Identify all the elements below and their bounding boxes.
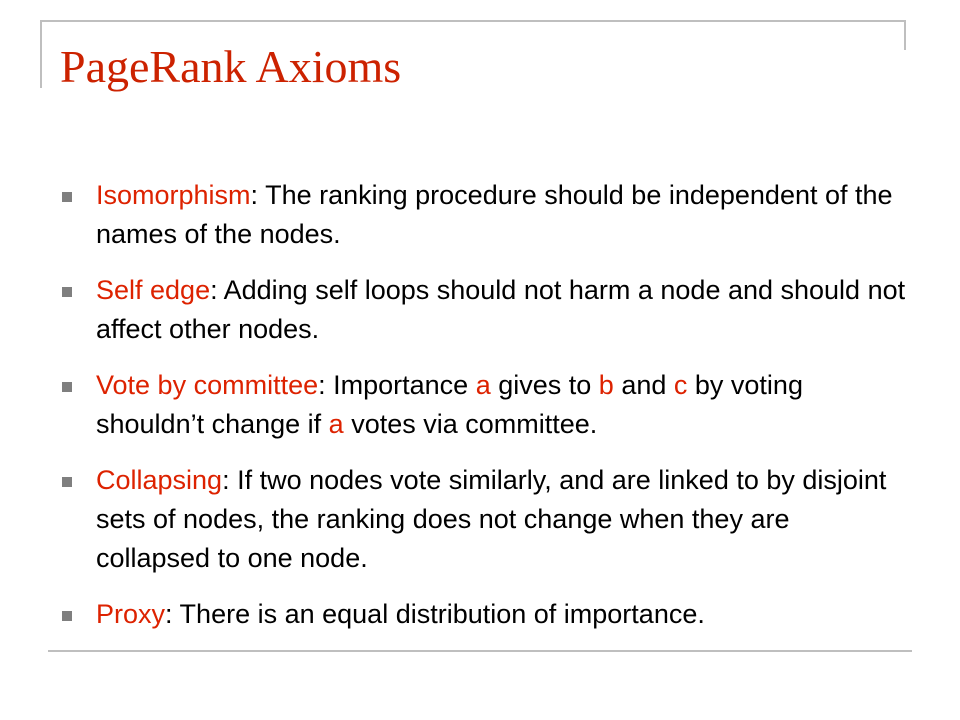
square-bullet-icon [62, 287, 72, 297]
bullet-term: Collapsing [96, 465, 223, 495]
bullet-item-self-edge [60, 271, 910, 349]
bullet-separator: : [222, 465, 230, 495]
bullet-term: Self edge [96, 275, 211, 305]
bullet-item-isomorphism [60, 176, 910, 254]
bullet-list [60, 176, 910, 651]
bullet-text: The ranking procedure should be independent of the names of the nodes. [96, 180, 893, 249]
bullet-item-proxy [60, 595, 910, 634]
square-bullet-icon [62, 192, 72, 202]
bullet-text: There is an equal distribution of importance. [172, 599, 705, 629]
bullet-term: Proxy [96, 599, 166, 629]
bullet-separator: : [318, 370, 326, 400]
bullet-text: Adding self loops should not harm a node and should not affect other nodes. [96, 275, 906, 344]
bullet-separator: : [210, 275, 218, 305]
frame-top-rule [40, 20, 905, 22]
frame-left-rule [40, 20, 42, 88]
square-bullet-icon [62, 382, 72, 392]
bullet-term: Vote by committee [96, 370, 319, 400]
bullet-item-collapsing [60, 461, 910, 578]
highlight-node-a: a [475, 370, 491, 400]
bullet-item-vote-by-committee [60, 366, 910, 444]
highlight-node-a: a [328, 409, 344, 439]
bullet-text: votes via committee. [343, 409, 598, 439]
bullet-text: and [613, 370, 674, 400]
bullet-text: If two nodes vote similarly, and are linked to by disjoint sets of nodes, the ranking does not change when they are collapsed to one node. [96, 465, 887, 573]
bullet-separator: : [250, 180, 259, 210]
bullet-text: by voting shouldn’t change if [96, 370, 803, 439]
bullet-term: Isomorphism [96, 180, 251, 210]
highlight-node-b: b [598, 370, 614, 400]
square-bullet-icon [62, 611, 72, 621]
bullet-separator: : [165, 599, 173, 629]
square-bullet-icon [62, 477, 72, 487]
frame-bottom-rule [48, 650, 912, 652]
slide-title: PageRank Axioms [60, 41, 402, 92]
frame-right-rule [904, 20, 906, 50]
bullet-text: Importance [325, 370, 476, 400]
highlight-node-c: c [673, 370, 688, 400]
bullet-text: gives to [490, 370, 599, 400]
